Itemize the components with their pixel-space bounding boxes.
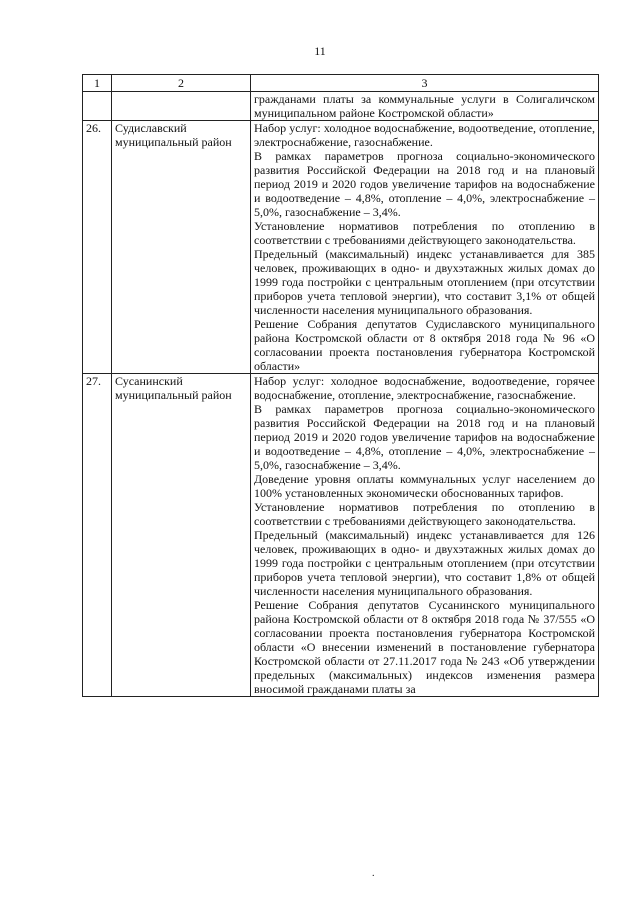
column-header-municipality: 2 [112, 75, 251, 92]
continuation-name-cell [112, 92, 251, 121]
row-number: 26. [83, 121, 112, 374]
paragraph: Набор услуг: холодное водоснабжение, водоотведение, отопление, электроснабжение, газоснабжение. [254, 121, 595, 149]
table-row [83, 374, 599, 697]
municipality-name: Сусанинский муниципальный район [112, 374, 251, 697]
row-description [251, 121, 599, 374]
column-header-number: 1 [83, 75, 112, 92]
paragraph: Предельный (максимальный) индекс устанавливается для 385 человек, проживающих в одно- и двухэтажных жилых домах до 1999 года постройки с центральным отоплением (при отсутствии приборов учета тепловой энергии), что составит 3,1% от общей численности населения муниципального образования. [254, 247, 595, 317]
footer-mark: . [372, 868, 375, 879]
page-number: 11 [314, 44, 326, 58]
paragraph: В рамках параметров прогноза социально-экономического развития Российской Федерации на 2018 год и на плановый период 2019 и 2020 годов увеличение тарифов на водоснабжение и водоотведение – 4,8%, отопление – 4,0%, электроснабжение – 5,0%, газоснабжение – 3,4%. [254, 402, 595, 472]
table-row [83, 121, 599, 374]
paragraph: Решение Собрания депутатов Судиславского муниципального района Костромской области от 8 октября 2018 года № 96 «О согласовании проекта постановления губернатора Костромской области» [254, 317, 595, 373]
column-header-description: 3 [251, 75, 599, 92]
paragraph: Решение Собрания депутатов Сусанинского муниципального района Костромской области от 8 октября 2018 года № 37/555 «О согласовании проекта постановления губернатора Костромской области «О внесении изменений в постановление губернатора Костромской области от 27.11.2017 года № 243 «Об утверждении предельных (максимальных) индексов изменения размера вносимой гражданами платы за [254, 598, 595, 696]
municipal-index-table [82, 74, 599, 697]
row-number: 27. [83, 374, 112, 697]
municipality-name: Судиславский муниципальный район [112, 121, 251, 374]
paragraph: В рамках параметров прогноза социально-экономического развития Российской Федерации на 2018 год и на плановый период 2019 и 2020 годов увеличение тарифов на водоснабжение и водоотведение – 4,8%, отопление – 4,0%, электроснабжение – 5,0%, газоснабжение – 3,4%. [254, 149, 595, 219]
continuation-text: гражданами платы за коммунальные услуги в Солигаличском муниципальном районе Костромской области» [251, 92, 599, 121]
table-header-row [83, 75, 599, 92]
continuation-row [83, 92, 599, 121]
paragraph: Доведение уровня оплаты коммунальных услуг населением до 100% установленных экономически обоснованных тарифов. [254, 472, 595, 500]
paragraph: Предельный (максимальный) индекс устанавливается для 126 человек, проживающих в одно- и двухэтажных жилых домах до 1999 года постройки с центральным отоплением (при отсутствии приборов учета тепловой энергии), что составит 1,8% от общей численности населения муниципального образования. [254, 528, 595, 598]
paragraph: Установление нормативов потребления по отоплению в соответствии с требованиями действующего законодательства. [254, 219, 595, 247]
paragraph: Набор услуг: холодное водоснабжение, водоотведение, горячее водоснабжение, отопление, электроснабжение, газоснабжение. [254, 374, 595, 402]
row-description [251, 374, 599, 697]
paragraph: Установление нормативов потребления по отоплению в соответствии с требованиями действующего законодательства. [254, 500, 595, 528]
continuation-num-cell [83, 92, 112, 121]
